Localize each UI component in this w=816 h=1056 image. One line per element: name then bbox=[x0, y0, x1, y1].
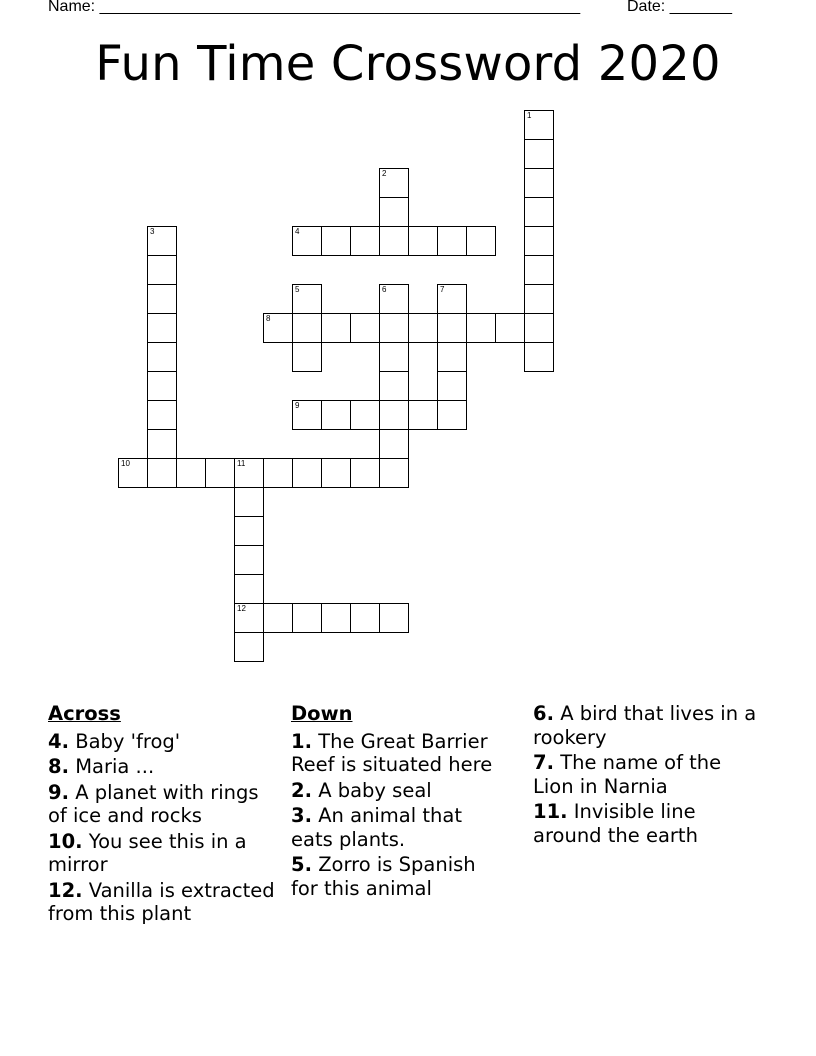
grid-cell[interactable] bbox=[321, 400, 351, 430]
clue-number: 7. bbox=[533, 751, 554, 774]
grid-cell[interactable] bbox=[147, 342, 177, 372]
grid-cell[interactable] bbox=[350, 400, 380, 430]
cell-number: 6 bbox=[382, 285, 387, 294]
clue-number: 2. bbox=[291, 778, 312, 802]
cell-number: 8 bbox=[266, 314, 271, 323]
grid-cell[interactable] bbox=[437, 313, 467, 343]
grid-cell[interactable] bbox=[321, 458, 351, 488]
grid-cell[interactable] bbox=[147, 313, 177, 343]
cell-number: 11 bbox=[237, 459, 246, 468]
grid-cell[interactable] bbox=[524, 110, 554, 140]
grid-cell[interactable] bbox=[379, 342, 409, 372]
grid-cell[interactable] bbox=[350, 603, 380, 633]
clue-text: Vanilla is extracted from this plant bbox=[48, 878, 275, 925]
grid-cell[interactable] bbox=[379, 429, 409, 459]
grid-cell[interactable] bbox=[263, 458, 293, 488]
clue-across-10 bbox=[48, 830, 278, 877]
clue-text: An animal that eats plants. bbox=[291, 804, 462, 851]
grid-cell[interactable] bbox=[524, 197, 554, 227]
grid-cell[interactable] bbox=[147, 255, 177, 285]
clue-number: 6. bbox=[533, 702, 554, 725]
clue-down-5 bbox=[291, 853, 506, 900]
cell-number: 5 bbox=[295, 285, 300, 294]
grid-cell[interactable] bbox=[466, 226, 496, 256]
clue-number: 9. bbox=[48, 780, 69, 804]
clue-text: Baby 'frog' bbox=[75, 729, 181, 753]
grid-cell[interactable] bbox=[321, 603, 351, 633]
grid-cell[interactable] bbox=[350, 458, 380, 488]
grid-cell[interactable] bbox=[466, 313, 496, 343]
clue-across-9 bbox=[48, 781, 278, 828]
grid-cell[interactable] bbox=[292, 284, 322, 314]
clue-number: 10. bbox=[48, 829, 83, 853]
cell-number: 9 bbox=[295, 401, 300, 410]
grid-cell[interactable] bbox=[524, 313, 554, 343]
clue-text: You see this in a mirror bbox=[48, 829, 247, 876]
grid-cell[interactable] bbox=[379, 226, 409, 256]
grid-cell[interactable] bbox=[379, 603, 409, 633]
grid-cell[interactable] bbox=[437, 284, 467, 314]
across-clues bbox=[48, 702, 278, 928]
cell-number: 3 bbox=[150, 227, 155, 236]
grid-cell[interactable] bbox=[321, 313, 351, 343]
grid-cell[interactable] bbox=[234, 632, 264, 662]
grid-cell[interactable] bbox=[408, 313, 438, 343]
clue-text: A planet with rings of ice and rocks bbox=[48, 780, 259, 827]
clue-text: A baby seal bbox=[318, 778, 432, 802]
clue-text: Invisible line around the earth bbox=[533, 800, 698, 847]
clue-across-4 bbox=[48, 730, 278, 754]
grid-cell[interactable] bbox=[292, 603, 322, 633]
grid-cell[interactable] bbox=[263, 313, 293, 343]
grid-cell[interactable] bbox=[379, 313, 409, 343]
grid-cell[interactable] bbox=[524, 139, 554, 169]
grid-cell[interactable] bbox=[379, 284, 409, 314]
grid-cell[interactable] bbox=[118, 458, 148, 488]
down-clues bbox=[291, 702, 506, 902]
cell-number: 12 bbox=[237, 604, 246, 613]
grid-cell[interactable] bbox=[263, 603, 293, 633]
clue-down-11 bbox=[533, 800, 758, 847]
grid-cell[interactable] bbox=[495, 313, 525, 343]
clue-down-2 bbox=[291, 779, 506, 803]
grid-cell[interactable] bbox=[292, 313, 322, 343]
grid-cell[interactable] bbox=[524, 226, 554, 256]
grid-cell[interactable] bbox=[147, 226, 177, 256]
grid-cell[interactable] bbox=[524, 255, 554, 285]
clue-down-1 bbox=[291, 730, 506, 777]
cell-number: 1 bbox=[527, 111, 532, 120]
grid-cell[interactable] bbox=[147, 458, 177, 488]
down-heading: Down bbox=[291, 702, 353, 725]
grid-cell[interactable] bbox=[234, 458, 264, 488]
grid-cell[interactable] bbox=[408, 226, 438, 256]
across-heading: Across bbox=[48, 702, 121, 725]
grid-cell[interactable] bbox=[292, 458, 322, 488]
grid-cell[interactable] bbox=[437, 342, 467, 372]
clue-down-6 bbox=[533, 702, 758, 749]
clue-number: 11. bbox=[533, 800, 568, 823]
clue-number: 5. bbox=[291, 853, 312, 876]
grid-cell[interactable] bbox=[234, 487, 264, 517]
cell-number: 10 bbox=[121, 459, 130, 468]
clue-across-8 bbox=[48, 755, 278, 779]
grid-cell[interactable] bbox=[437, 371, 467, 401]
grid-cell[interactable] bbox=[234, 545, 264, 575]
grid-cell[interactable] bbox=[234, 574, 264, 604]
cell-number: 2 bbox=[382, 169, 387, 178]
grid-cell[interactable] bbox=[147, 371, 177, 401]
clue-text: The Great Barrier Reef is situated here bbox=[291, 729, 493, 776]
grid-cell[interactable] bbox=[292, 342, 322, 372]
grid-cell[interactable] bbox=[379, 197, 409, 227]
cell-number: 4 bbox=[295, 227, 300, 236]
grid-cell[interactable] bbox=[292, 226, 322, 256]
grid-cell[interactable] bbox=[350, 226, 380, 256]
down-clues-continued bbox=[533, 702, 758, 849]
grid-cell[interactable] bbox=[147, 400, 177, 430]
cell-number: 7 bbox=[440, 285, 445, 294]
clue-number: 4. bbox=[48, 729, 69, 753]
clue-number: 12. bbox=[48, 878, 83, 902]
grid-cell[interactable] bbox=[205, 458, 235, 488]
name-line: Name: ______________________________________________________ bbox=[48, 0, 581, 15]
clue-number: 1. bbox=[291, 729, 312, 753]
grid-cell[interactable] bbox=[147, 284, 177, 314]
grid-cell[interactable] bbox=[437, 400, 467, 430]
clue-text: A bird that lives in a rookery bbox=[533, 702, 757, 749]
page-title: Fun Time Crossword 2020 bbox=[95, 36, 721, 92]
grid-cell[interactable] bbox=[408, 400, 438, 430]
grid-cell[interactable] bbox=[524, 284, 554, 314]
clue-across-12 bbox=[48, 879, 278, 926]
grid-cell[interactable] bbox=[147, 429, 177, 459]
grid-cell[interactable] bbox=[379, 168, 409, 198]
grid-cell[interactable] bbox=[437, 226, 467, 256]
clue-down-7 bbox=[533, 751, 758, 798]
clue-down-3 bbox=[291, 804, 506, 851]
grid-cell[interactable] bbox=[524, 168, 554, 198]
grid-cell[interactable] bbox=[234, 603, 264, 633]
grid-cell[interactable] bbox=[350, 313, 380, 343]
clue-number: 8. bbox=[48, 755, 69, 778]
grid-cell[interactable] bbox=[379, 400, 409, 430]
grid-cell[interactable] bbox=[176, 458, 206, 488]
clue-text: Maria ... bbox=[75, 755, 155, 778]
grid-cell[interactable] bbox=[379, 371, 409, 401]
grid-cell[interactable] bbox=[234, 516, 264, 546]
grid-cell[interactable] bbox=[379, 458, 409, 488]
clue-number: 3. bbox=[291, 804, 312, 827]
grid-cell[interactable] bbox=[292, 400, 322, 430]
grid-cell[interactable] bbox=[524, 342, 554, 372]
clue-text: Zorro is Spanish for this animal bbox=[291, 853, 476, 900]
grid-cell[interactable] bbox=[321, 226, 351, 256]
date-line: Date: _______ bbox=[627, 0, 732, 15]
clue-text: The name of the Lion in Narnia bbox=[533, 751, 722, 798]
